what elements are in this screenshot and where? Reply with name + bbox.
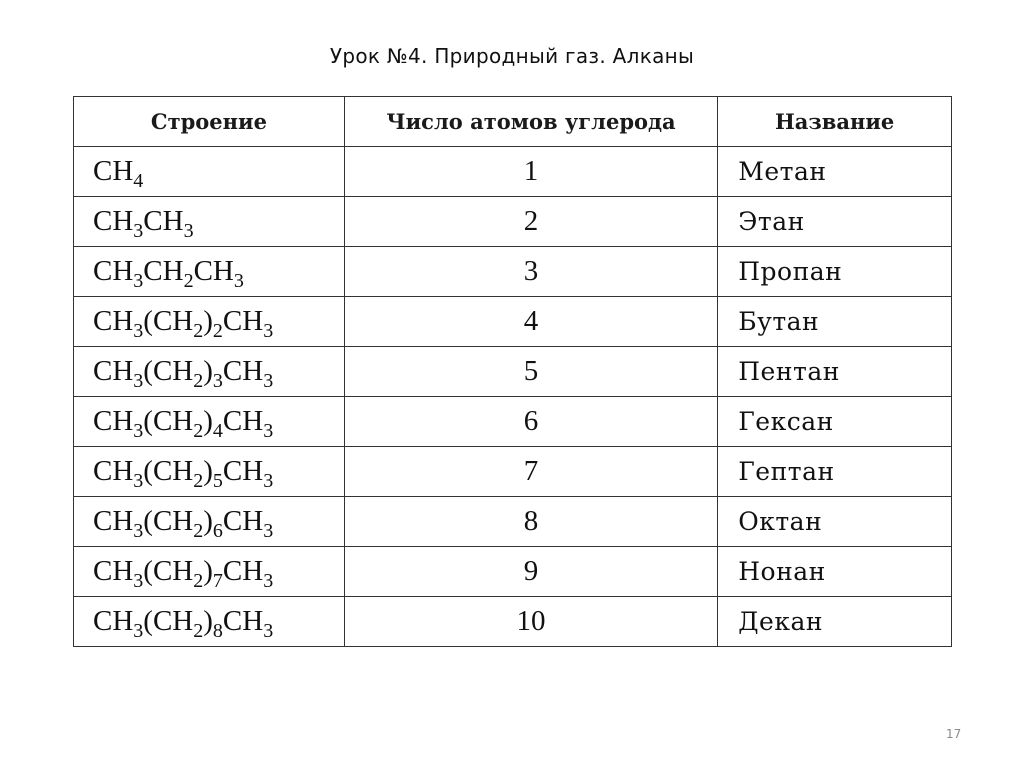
formula-subscript: 2 <box>193 320 204 342</box>
formula-text: (CH <box>143 355 194 387</box>
alkane-name-cell: Этан <box>718 197 952 247</box>
formula-subscript: 3 <box>133 520 144 542</box>
formula-text: ) <box>203 605 213 637</box>
table-body <box>74 147 952 647</box>
formula-text: CH <box>222 405 264 437</box>
carbon-count-cell: 10 <box>344 597 717 647</box>
formula-text: ) <box>203 305 213 337</box>
formula-cell <box>74 347 345 397</box>
table-header <box>74 97 952 147</box>
formula-subscript: 3 <box>133 420 144 442</box>
page-number: 17 <box>946 727 962 741</box>
formula-subscript: 3 <box>233 270 244 292</box>
formula-text: CH <box>93 455 134 487</box>
alkane-name-cell: Пентан <box>718 347 952 397</box>
formula-text: CH <box>93 355 134 387</box>
header-name: Название <box>718 97 952 147</box>
formula-subscript: 3 <box>263 420 274 442</box>
formula-text: CH <box>93 405 134 437</box>
formula-subscript: 8 <box>212 620 223 642</box>
alkane-name-cell: Метан <box>718 147 952 197</box>
carbon-count-cell: 6 <box>344 397 717 447</box>
alkane-name-cell: Нонан <box>718 547 952 597</box>
formula-subscript: 2 <box>193 370 204 392</box>
formula-text: CH <box>93 505 134 537</box>
formula-text: CH <box>93 205 134 237</box>
formula-subscript: 3 <box>133 320 144 342</box>
formula-text: CH <box>93 605 134 637</box>
formula-subscript: 2 <box>212 320 223 342</box>
formula-text: CH <box>222 555 264 587</box>
formula-text: (CH <box>143 505 194 537</box>
table-row <box>74 347 952 397</box>
formula-text: CH <box>222 605 264 637</box>
formula-cell <box>74 197 345 247</box>
formula-text: ) <box>203 505 213 537</box>
alkane-name-cell: Октан <box>718 497 952 547</box>
table-row <box>74 247 952 297</box>
formula-text: CH <box>222 305 264 337</box>
page-title: Урок №4. Природный газ. Алканы <box>329 44 695 68</box>
carbon-count-cell: 8 <box>344 497 717 547</box>
carbon-count-cell: 9 <box>344 547 717 597</box>
formula-text: CH <box>222 505 264 537</box>
carbon-count-cell: 1 <box>344 147 717 197</box>
formula-text: (CH <box>143 605 194 637</box>
formula-subscript: 3 <box>133 370 144 392</box>
formula-text: ) <box>203 555 213 587</box>
table-row <box>74 447 952 497</box>
formula-cell <box>74 397 345 447</box>
alkanes-table <box>73 96 952 647</box>
table-row <box>74 197 952 247</box>
formula-subscript: 3 <box>133 270 144 292</box>
header-structure: Строение <box>74 97 345 147</box>
formula-text: ) <box>203 405 213 437</box>
formula-cell <box>74 447 345 497</box>
formula-subscript: 3 <box>263 320 274 342</box>
formula-text: (CH <box>143 455 194 487</box>
formula-subscript: 3 <box>263 370 274 392</box>
formula-cell <box>74 147 345 197</box>
formula-text: CH <box>193 255 234 287</box>
formula-text: ) <box>203 355 213 387</box>
formula-cell <box>74 297 345 347</box>
table-row <box>74 297 952 347</box>
carbon-count-cell: 3 <box>344 247 717 297</box>
formula-text: CH <box>93 255 134 287</box>
formula-subscript: 2 <box>193 570 204 592</box>
formula-subscript: 6 <box>212 520 223 542</box>
header-carbon-count: Число атомов углерода <box>344 97 717 147</box>
formula-subscript: 2 <box>193 520 204 542</box>
formula-text: (CH <box>143 405 194 437</box>
table-row <box>74 597 952 647</box>
alkane-name-cell: Гептан <box>718 447 952 497</box>
carbon-count-cell: 5 <box>344 347 717 397</box>
formula-subscript: 7 <box>212 570 223 592</box>
formula-subscript: 3 <box>133 220 144 242</box>
header-row <box>74 97 952 147</box>
table-row <box>74 147 952 197</box>
formula-subscript: 3 <box>133 620 144 642</box>
table-row <box>74 397 952 447</box>
formula-text: CH <box>143 255 184 287</box>
formula-subscript: 4 <box>212 420 223 442</box>
formula-subscript: 3 <box>133 570 144 592</box>
formula-text: CH <box>93 155 134 187</box>
formula-cell <box>74 547 345 597</box>
formula-text: CH <box>93 555 134 587</box>
formula-subscript: 2 <box>193 620 204 642</box>
formula-text: CH <box>143 205 184 237</box>
formula-text: (CH <box>143 305 194 337</box>
formula-subscript: 4 <box>133 170 144 192</box>
formula-cell <box>74 497 345 547</box>
formula-subscript: 3 <box>263 470 274 492</box>
table-row <box>74 497 952 547</box>
formula-text: CH <box>222 455 264 487</box>
formula-subscript: 3 <box>183 220 194 242</box>
carbon-count-cell: 2 <box>344 197 717 247</box>
formula-subscript: 3 <box>263 570 274 592</box>
carbon-count-cell: 7 <box>344 447 717 497</box>
formula-subscript: 5 <box>212 470 223 492</box>
formula-cell <box>74 247 345 297</box>
alkane-name-cell: Декан <box>718 597 952 647</box>
formula-subscript: 3 <box>263 620 274 642</box>
formula-subscript: 3 <box>212 370 223 392</box>
alkane-name-cell: Пропан <box>718 247 952 297</box>
alkane-name-cell: Гексан <box>718 397 952 447</box>
formula-text: ) <box>203 455 213 487</box>
alkane-name-cell: Бутан <box>718 297 952 347</box>
formula-cell <box>74 597 345 647</box>
formula-text: CH <box>93 305 134 337</box>
formula-subscript: 2 <box>183 270 194 292</box>
formula-subscript: 3 <box>133 470 144 492</box>
formula-subscript: 3 <box>263 520 274 542</box>
table-row <box>74 547 952 597</box>
carbon-count-cell: 4 <box>344 297 717 347</box>
formula-subscript: 2 <box>193 470 204 492</box>
formula-text: CH <box>222 355 264 387</box>
formula-text: (CH <box>143 555 194 587</box>
formula-subscript: 2 <box>193 420 204 442</box>
